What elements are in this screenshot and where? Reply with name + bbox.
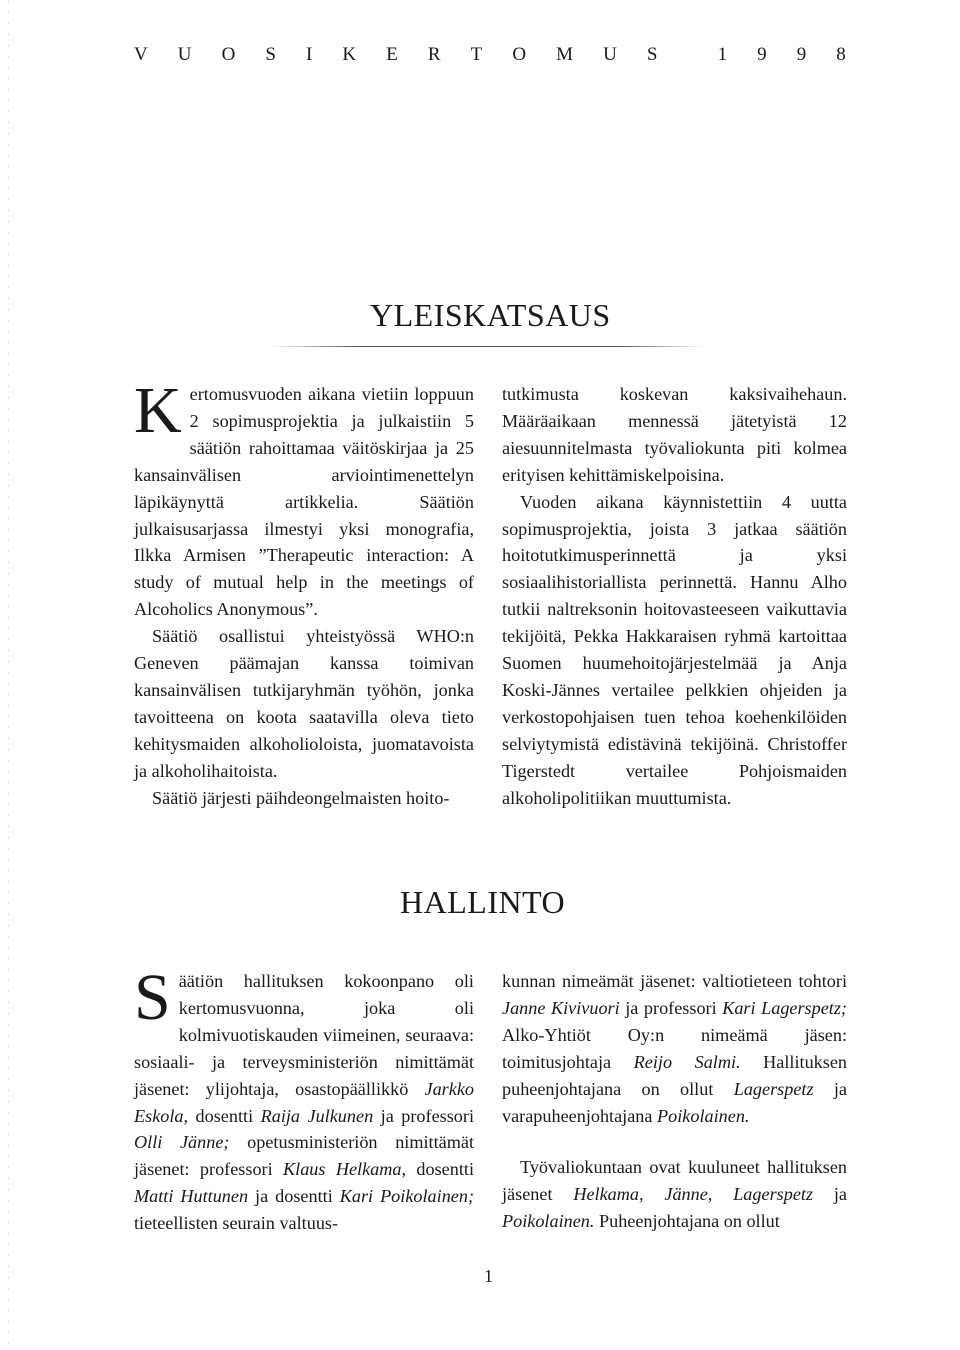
running-head-letter: E bbox=[386, 44, 398, 65]
text-run: kunnan nimeämät jäsenet: valtiotieteen tohtori bbox=[502, 971, 847, 991]
text-run: ja varapuheenjohtajana bbox=[502, 1078, 847, 1126]
person-name: Olli Jänne; bbox=[134, 1132, 230, 1153]
person-name: Kari Poikolainen; bbox=[339, 1186, 475, 1207]
text-run: ja bbox=[813, 1184, 847, 1205]
running-head-letter: S bbox=[646, 44, 658, 65]
yleiskatsaus-left-column bbox=[134, 374, 474, 812]
drop-cap: K bbox=[134, 374, 182, 447]
text-run: Puheenjohtajana on ollut bbox=[594, 1211, 780, 1232]
paragraph: Säätiö järjesti päihdeongelmaisten hoito- bbox=[152, 787, 450, 808]
person-name: Klaus Helkama, bbox=[283, 1159, 407, 1180]
person-name: Helkama, Jänne, Lagerspetz bbox=[573, 1184, 814, 1205]
title-rule bbox=[270, 346, 704, 347]
person-name: Janne Kivivuori bbox=[502, 997, 620, 1018]
person-name: Reijo Salmi. bbox=[633, 1051, 741, 1072]
running-head-letter: 8 bbox=[836, 44, 846, 65]
running-head-letter: U bbox=[603, 44, 617, 65]
page-number: 1 bbox=[484, 1266, 493, 1286]
drop-cap: S bbox=[134, 961, 171, 1034]
section-title-hallinto: HALLINTO bbox=[400, 884, 566, 920]
running-head-letter: M bbox=[556, 44, 574, 65]
person-name: Lagerspetz bbox=[733, 1078, 814, 1099]
paragraph bbox=[502, 1154, 847, 1235]
yleiskatsaus-right-column bbox=[502, 381, 847, 812]
section-title-yleiskatsaus: YLEISKATSAUS bbox=[370, 297, 611, 333]
text-run: ja professori bbox=[373, 1105, 474, 1126]
text-run: dosentti bbox=[188, 1105, 261, 1126]
paragraph: tutkimusta koskevan kaksivaihehaun. Määräaikaan mennessä jätetyistä 12 aiesuunnitelmasta työvaliokunta piti kolmea erityisen kehittämiskelpoisina. bbox=[502, 384, 847, 485]
text-run: Hallituksen puheenjohtajana on ollut bbox=[502, 1051, 847, 1099]
text-run: dosentti bbox=[406, 1159, 475, 1180]
paragraph bbox=[134, 374, 474, 623]
running-head-letter: K bbox=[342, 44, 357, 65]
person-name: Kari Lagerspetz; bbox=[722, 997, 847, 1018]
text-run: Työvaliokuntaan ovat kuuluneet hallituksen jäsenet bbox=[502, 1157, 847, 1205]
running-head-letter: O bbox=[221, 44, 236, 65]
running-head-letter: S bbox=[265, 44, 276, 65]
paragraph: Vuoden aikana käynnistettiin 4 uutta sopimusprojektia, joista 3 jatkaa säätiön hoitotutkimusperinnettä ja yksi sosiaalihistoriallista perinnettä. Hannu Alho tutkii naltreksonin hoitovasteeseen vaikuttavia tekijöitä, Pekka Hakkaraisen ryhmä kartoittaa Suomen huumehoitojärjestelmää ja Anja Koski-Jännes vertailee pelkkien ohjeiden ja verkostopohjaisen tuen tehoa koehenkilöiden selviytymistä edistävinä tekijöinä. Christoffer Tigerstedt vertailee Pohjoismaiden alkoholipolitiikan muuttumista. bbox=[502, 491, 847, 808]
running-head-letter: I bbox=[306, 44, 313, 65]
person-name: Raija Julkunen bbox=[260, 1105, 374, 1126]
person-name: Jarkko Eskola, bbox=[134, 1078, 474, 1126]
running-head-letter: O bbox=[512, 44, 527, 65]
running-head-letter: 9 bbox=[757, 44, 767, 65]
text-run: Alko-Yhtiöt Oy:n nimeämä jäsen: toimitusjohtaja bbox=[502, 1024, 847, 1072]
running-head-letter: 9 bbox=[796, 44, 807, 65]
running-head-letter: V bbox=[134, 44, 148, 65]
paragraph bbox=[502, 968, 847, 1129]
text-run: tieteellisten seurain valtuus- bbox=[134, 1213, 339, 1234]
scan-edge-artifact bbox=[8, 0, 9, 1350]
running-head-letter: T bbox=[470, 44, 483, 65]
person-name: Poikolainen. bbox=[502, 1211, 595, 1232]
person-name: Matti Huttunen bbox=[134, 1186, 249, 1207]
hallinto-right-column bbox=[502, 968, 847, 1235]
text-run: ja dosentti bbox=[248, 1186, 340, 1207]
paragraph bbox=[134, 961, 475, 1237]
running-head-letter: U bbox=[177, 44, 192, 65]
running-head bbox=[134, 44, 846, 66]
text-run: opetusministeriön nimittämät jäsenet: professori bbox=[134, 1132, 474, 1180]
text-run: äätiön hallituksen kokoonpano oli kertomusvuonna, joka oli kolmivuotiskauden viimeinen, seuraava: sosiaali- ja terveysministeriön nimittämät jäsenet: ylijohtaja, osastopäällikkö bbox=[134, 971, 474, 1099]
paragraph-text: ertomusvuoden aikana vietiin loppuun 2 sopimusprojektia ja julkaistiin 5 säätiön rahoittamaa väitöskirjaa ja 25 kansainvälisen arviointimenettelyn läpikäynyttä artikkelia. Säätiön julkaisusarjassa ilmestyi yksi monografia, Ilkka Armisen ”Therapeutic interaction: A study of mutual help in the meetings of Alcoholics Anonymous”. bbox=[134, 384, 474, 620]
hallinto-left-column bbox=[134, 961, 475, 1237]
running-head-letter: R bbox=[427, 44, 441, 65]
text-run: ja professori bbox=[619, 997, 723, 1018]
running-head-letter: 1 bbox=[717, 44, 728, 65]
paragraph: Säätiö osallistui yhteistyössä WHO:n Geneven päämajan kanssa toimivan kansainvälisen tutkijaryhmän työhön, jonka tavoitteena on koota saatavilla oleva tieto kehitysmaiden alkoholioloista, juomatavoista ja alkoholihaitoista. bbox=[134, 626, 474, 781]
person-name: Poikolainen. bbox=[657, 1105, 750, 1126]
